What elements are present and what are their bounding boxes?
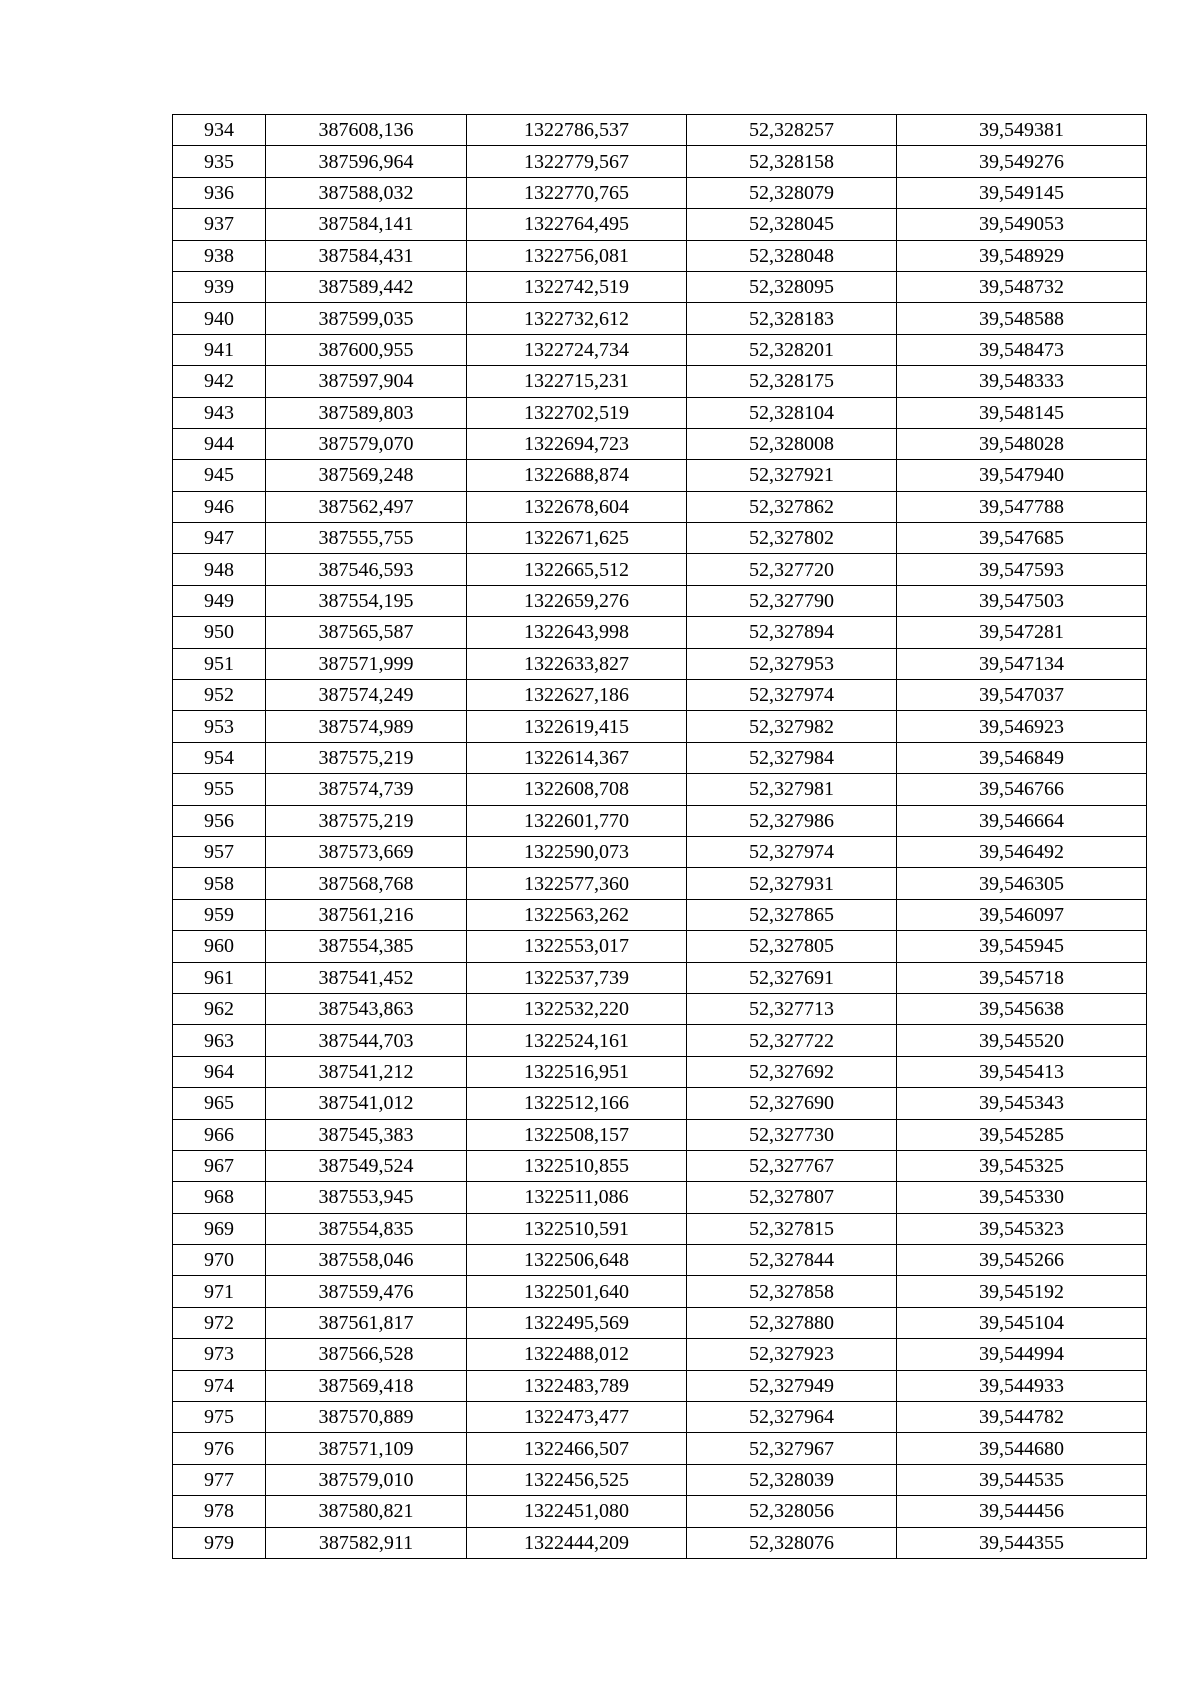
y-coordinate-cell: 1322724,734 xyxy=(467,334,687,365)
table-row xyxy=(173,554,1147,585)
latitude-cell: 52,328048 xyxy=(687,240,897,271)
table-row xyxy=(173,1150,1147,1181)
longitude-cell: 39,544535 xyxy=(897,1464,1147,1495)
latitude-cell: 52,328095 xyxy=(687,271,897,302)
table-row xyxy=(173,1370,1147,1401)
y-coordinate-cell: 1322671,625 xyxy=(467,523,687,554)
x-coordinate-cell: 387549,524 xyxy=(266,1150,467,1181)
latitude-cell: 52,327767 xyxy=(687,1150,897,1181)
longitude-cell: 39,547593 xyxy=(897,554,1147,585)
longitude-cell: 39,548473 xyxy=(897,334,1147,365)
table-row xyxy=(173,931,1147,962)
x-coordinate-cell: 387599,035 xyxy=(266,303,467,334)
latitude-cell: 52,327790 xyxy=(687,585,897,616)
x-coordinate-cell: 387571,109 xyxy=(266,1433,467,1464)
point-number-cell: 973 xyxy=(173,1339,266,1370)
latitude-cell: 52,327844 xyxy=(687,1245,897,1276)
y-coordinate-cell: 1322786,537 xyxy=(467,115,687,146)
longitude-cell: 39,545266 xyxy=(897,1245,1147,1276)
table-row xyxy=(173,648,1147,679)
longitude-cell: 39,545323 xyxy=(897,1213,1147,1244)
point-number-cell: 979 xyxy=(173,1527,266,1558)
point-number-cell: 977 xyxy=(173,1464,266,1495)
longitude-cell: 39,545945 xyxy=(897,931,1147,962)
latitude-cell: 52,328008 xyxy=(687,428,897,459)
table-row xyxy=(173,1496,1147,1527)
latitude-cell: 52,327802 xyxy=(687,523,897,554)
longitude-cell: 39,545638 xyxy=(897,993,1147,1024)
y-coordinate-cell: 1322665,512 xyxy=(467,554,687,585)
y-coordinate-cell: 1322678,604 xyxy=(467,491,687,522)
latitude-cell: 52,327730 xyxy=(687,1119,897,1150)
point-number-cell: 959 xyxy=(173,899,266,930)
table-row xyxy=(173,680,1147,711)
point-number-cell: 935 xyxy=(173,146,266,177)
x-coordinate-cell: 387546,593 xyxy=(266,554,467,585)
y-coordinate-cell: 1322764,495 xyxy=(467,209,687,240)
y-coordinate-cell: 1322770,765 xyxy=(467,177,687,208)
longitude-cell: 39,544994 xyxy=(897,1339,1147,1370)
longitude-cell: 39,545330 xyxy=(897,1182,1147,1213)
longitude-cell: 39,548732 xyxy=(897,271,1147,302)
table-row xyxy=(173,1056,1147,1087)
point-number-cell: 968 xyxy=(173,1182,266,1213)
x-coordinate-cell: 387584,141 xyxy=(266,209,467,240)
y-coordinate-cell: 1322563,262 xyxy=(467,899,687,930)
longitude-cell: 39,549276 xyxy=(897,146,1147,177)
latitude-cell: 52,328183 xyxy=(687,303,897,334)
latitude-cell: 52,328257 xyxy=(687,115,897,146)
latitude-cell: 52,327931 xyxy=(687,868,897,899)
point-number-cell: 956 xyxy=(173,805,266,836)
longitude-cell: 39,545718 xyxy=(897,962,1147,993)
y-coordinate-cell: 1322614,367 xyxy=(467,742,687,773)
longitude-cell: 39,544680 xyxy=(897,1433,1147,1464)
longitude-cell: 39,548929 xyxy=(897,240,1147,271)
x-coordinate-cell: 387573,669 xyxy=(266,836,467,867)
point-number-cell: 958 xyxy=(173,868,266,899)
coordinates-table-body xyxy=(173,115,1147,1559)
latitude-cell: 52,327982 xyxy=(687,711,897,742)
y-coordinate-cell: 1322508,157 xyxy=(467,1119,687,1150)
y-coordinate-cell: 1322456,525 xyxy=(467,1464,687,1495)
latitude-cell: 52,327862 xyxy=(687,491,897,522)
table-row xyxy=(173,585,1147,616)
latitude-cell: 52,328076 xyxy=(687,1527,897,1558)
y-coordinate-cell: 1322715,231 xyxy=(467,366,687,397)
point-number-cell: 941 xyxy=(173,334,266,365)
latitude-cell: 52,327713 xyxy=(687,993,897,1024)
table-row xyxy=(173,1527,1147,1558)
longitude-cell: 39,546305 xyxy=(897,868,1147,899)
table-row xyxy=(173,1402,1147,1433)
x-coordinate-cell: 387584,431 xyxy=(266,240,467,271)
latitude-cell: 52,328158 xyxy=(687,146,897,177)
x-coordinate-cell: 387568,768 xyxy=(266,868,467,899)
table-row xyxy=(173,711,1147,742)
point-number-cell: 969 xyxy=(173,1213,266,1244)
x-coordinate-cell: 387588,032 xyxy=(266,177,467,208)
y-coordinate-cell: 1322511,086 xyxy=(467,1182,687,1213)
latitude-cell: 52,327981 xyxy=(687,774,897,805)
y-coordinate-cell: 1322510,855 xyxy=(467,1150,687,1181)
x-coordinate-cell: 387562,497 xyxy=(266,491,467,522)
table-row xyxy=(173,1464,1147,1495)
x-coordinate-cell: 387579,010 xyxy=(266,1464,467,1495)
table-row xyxy=(173,805,1147,836)
y-coordinate-cell: 1322524,161 xyxy=(467,1025,687,1056)
latitude-cell: 52,327953 xyxy=(687,648,897,679)
x-coordinate-cell: 387574,739 xyxy=(266,774,467,805)
latitude-cell: 52,327967 xyxy=(687,1433,897,1464)
table-row xyxy=(173,1182,1147,1213)
point-number-cell: 975 xyxy=(173,1402,266,1433)
x-coordinate-cell: 387543,863 xyxy=(266,993,467,1024)
y-coordinate-cell: 1322694,723 xyxy=(467,428,687,459)
longitude-cell: 39,544456 xyxy=(897,1496,1147,1527)
y-coordinate-cell: 1322512,166 xyxy=(467,1088,687,1119)
longitude-cell: 39,546492 xyxy=(897,836,1147,867)
longitude-cell: 39,549053 xyxy=(897,209,1147,240)
longitude-cell: 39,547134 xyxy=(897,648,1147,679)
y-coordinate-cell: 1322488,012 xyxy=(467,1339,687,1370)
point-number-cell: 953 xyxy=(173,711,266,742)
y-coordinate-cell: 1322742,519 xyxy=(467,271,687,302)
point-number-cell: 957 xyxy=(173,836,266,867)
y-coordinate-cell: 1322451,080 xyxy=(467,1496,687,1527)
y-coordinate-cell: 1322495,569 xyxy=(467,1307,687,1338)
latitude-cell: 52,327815 xyxy=(687,1213,897,1244)
y-coordinate-cell: 1322601,770 xyxy=(467,805,687,836)
point-number-cell: 960 xyxy=(173,931,266,962)
latitude-cell: 52,327880 xyxy=(687,1307,897,1338)
y-coordinate-cell: 1322702,519 xyxy=(467,397,687,428)
y-coordinate-cell: 1322444,209 xyxy=(467,1527,687,1558)
x-coordinate-cell: 387541,452 xyxy=(266,962,467,993)
x-coordinate-cell: 387554,835 xyxy=(266,1213,467,1244)
y-coordinate-cell: 1322516,951 xyxy=(467,1056,687,1087)
y-coordinate-cell: 1322659,276 xyxy=(467,585,687,616)
point-number-cell: 942 xyxy=(173,366,266,397)
point-number-cell: 948 xyxy=(173,554,266,585)
point-number-cell: 965 xyxy=(173,1088,266,1119)
table-row xyxy=(173,1339,1147,1370)
point-number-cell: 974 xyxy=(173,1370,266,1401)
point-number-cell: 952 xyxy=(173,680,266,711)
x-coordinate-cell: 387575,219 xyxy=(266,805,467,836)
longitude-cell: 39,546923 xyxy=(897,711,1147,742)
longitude-cell: 39,545343 xyxy=(897,1088,1147,1119)
table-row xyxy=(173,1025,1147,1056)
table-row xyxy=(173,617,1147,648)
latitude-cell: 52,327807 xyxy=(687,1182,897,1213)
y-coordinate-cell: 1322688,874 xyxy=(467,460,687,491)
longitude-cell: 39,548028 xyxy=(897,428,1147,459)
table-row xyxy=(173,177,1147,208)
y-coordinate-cell: 1322553,017 xyxy=(467,931,687,962)
x-coordinate-cell: 387541,012 xyxy=(266,1088,467,1119)
point-number-cell: 955 xyxy=(173,774,266,805)
table-row xyxy=(173,428,1147,459)
x-coordinate-cell: 387561,216 xyxy=(266,899,467,930)
x-coordinate-cell: 387553,945 xyxy=(266,1182,467,1213)
point-number-cell: 947 xyxy=(173,523,266,554)
longitude-cell: 39,545325 xyxy=(897,1150,1147,1181)
latitude-cell: 52,327974 xyxy=(687,836,897,867)
table-row xyxy=(173,334,1147,365)
latitude-cell: 52,328175 xyxy=(687,366,897,397)
table-row xyxy=(173,1307,1147,1338)
latitude-cell: 52,327949 xyxy=(687,1370,897,1401)
point-number-cell: 940 xyxy=(173,303,266,334)
table-row xyxy=(173,460,1147,491)
table-row xyxy=(173,1245,1147,1276)
point-number-cell: 971 xyxy=(173,1276,266,1307)
y-coordinate-cell: 1322483,789 xyxy=(467,1370,687,1401)
y-coordinate-cell: 1322627,186 xyxy=(467,680,687,711)
longitude-cell: 39,546664 xyxy=(897,805,1147,836)
x-coordinate-cell: 387569,248 xyxy=(266,460,467,491)
latitude-cell: 52,327805 xyxy=(687,931,897,962)
x-coordinate-cell: 387574,249 xyxy=(266,680,467,711)
y-coordinate-cell: 1322473,477 xyxy=(467,1402,687,1433)
latitude-cell: 52,327691 xyxy=(687,962,897,993)
latitude-cell: 52,328056 xyxy=(687,1496,897,1527)
longitude-cell: 39,548333 xyxy=(897,366,1147,397)
x-coordinate-cell: 387559,476 xyxy=(266,1276,467,1307)
y-coordinate-cell: 1322590,073 xyxy=(467,836,687,867)
x-coordinate-cell: 387554,385 xyxy=(266,931,467,962)
point-number-cell: 937 xyxy=(173,209,266,240)
y-coordinate-cell: 1322466,507 xyxy=(467,1433,687,1464)
longitude-cell: 39,544355 xyxy=(897,1527,1147,1558)
x-coordinate-cell: 387589,442 xyxy=(266,271,467,302)
latitude-cell: 52,327984 xyxy=(687,742,897,773)
table-row xyxy=(173,303,1147,334)
longitude-cell: 39,545520 xyxy=(897,1025,1147,1056)
longitude-cell: 39,545192 xyxy=(897,1276,1147,1307)
latitude-cell: 52,327690 xyxy=(687,1088,897,1119)
longitude-cell: 39,547503 xyxy=(897,585,1147,616)
latitude-cell: 52,327921 xyxy=(687,460,897,491)
table-row xyxy=(173,962,1147,993)
coordinates-table xyxy=(172,114,1147,1559)
y-coordinate-cell: 1322532,220 xyxy=(467,993,687,1024)
x-coordinate-cell: 387571,999 xyxy=(266,648,467,679)
table-row xyxy=(173,774,1147,805)
y-coordinate-cell: 1322732,612 xyxy=(467,303,687,334)
longitude-cell: 39,547940 xyxy=(897,460,1147,491)
table-row xyxy=(173,271,1147,302)
table-row xyxy=(173,209,1147,240)
table-row xyxy=(173,115,1147,146)
x-coordinate-cell: 387569,418 xyxy=(266,1370,467,1401)
latitude-cell: 52,327720 xyxy=(687,554,897,585)
table-row xyxy=(173,1088,1147,1119)
table-row xyxy=(173,146,1147,177)
x-coordinate-cell: 387545,383 xyxy=(266,1119,467,1150)
latitude-cell: 52,327964 xyxy=(687,1402,897,1433)
point-number-cell: 943 xyxy=(173,397,266,428)
x-coordinate-cell: 387597,904 xyxy=(266,366,467,397)
point-number-cell: 961 xyxy=(173,962,266,993)
point-number-cell: 966 xyxy=(173,1119,266,1150)
longitude-cell: 39,547788 xyxy=(897,491,1147,522)
longitude-cell: 39,546097 xyxy=(897,899,1147,930)
latitude-cell: 52,328039 xyxy=(687,1464,897,1495)
y-coordinate-cell: 1322510,591 xyxy=(467,1213,687,1244)
x-coordinate-cell: 387579,070 xyxy=(266,428,467,459)
latitude-cell: 52,327858 xyxy=(687,1276,897,1307)
point-number-cell: 950 xyxy=(173,617,266,648)
y-coordinate-cell: 1322779,567 xyxy=(467,146,687,177)
point-number-cell: 978 xyxy=(173,1496,266,1527)
point-number-cell: 970 xyxy=(173,1245,266,1276)
x-coordinate-cell: 387580,821 xyxy=(266,1496,467,1527)
point-number-cell: 939 xyxy=(173,271,266,302)
longitude-cell: 39,549145 xyxy=(897,177,1147,208)
longitude-cell: 39,546766 xyxy=(897,774,1147,805)
table-row xyxy=(173,836,1147,867)
x-coordinate-cell: 387555,755 xyxy=(266,523,467,554)
table-row xyxy=(173,899,1147,930)
latitude-cell: 52,328104 xyxy=(687,397,897,428)
y-coordinate-cell: 1322577,360 xyxy=(467,868,687,899)
x-coordinate-cell: 387574,989 xyxy=(266,711,467,742)
x-coordinate-cell: 387544,703 xyxy=(266,1025,467,1056)
table-row xyxy=(173,993,1147,1024)
table-row xyxy=(173,397,1147,428)
y-coordinate-cell: 1322756,081 xyxy=(467,240,687,271)
x-coordinate-cell: 387575,219 xyxy=(266,742,467,773)
y-coordinate-cell: 1322506,648 xyxy=(467,1245,687,1276)
y-coordinate-cell: 1322537,739 xyxy=(467,962,687,993)
table-row xyxy=(173,868,1147,899)
longitude-cell: 39,547037 xyxy=(897,680,1147,711)
y-coordinate-cell: 1322501,640 xyxy=(467,1276,687,1307)
x-coordinate-cell: 387608,136 xyxy=(266,115,467,146)
point-number-cell: 951 xyxy=(173,648,266,679)
longitude-cell: 39,548145 xyxy=(897,397,1147,428)
y-coordinate-cell: 1322643,998 xyxy=(467,617,687,648)
longitude-cell: 39,548588 xyxy=(897,303,1147,334)
longitude-cell: 39,545285 xyxy=(897,1119,1147,1150)
latitude-cell: 52,327986 xyxy=(687,805,897,836)
x-coordinate-cell: 387554,195 xyxy=(266,585,467,616)
latitude-cell: 52,328201 xyxy=(687,334,897,365)
point-number-cell: 938 xyxy=(173,240,266,271)
point-number-cell: 967 xyxy=(173,1150,266,1181)
point-number-cell: 944 xyxy=(173,428,266,459)
x-coordinate-cell: 387541,212 xyxy=(266,1056,467,1087)
latitude-cell: 52,327865 xyxy=(687,899,897,930)
point-number-cell: 976 xyxy=(173,1433,266,1464)
latitude-cell: 52,327923 xyxy=(687,1339,897,1370)
x-coordinate-cell: 387561,817 xyxy=(266,1307,467,1338)
y-coordinate-cell: 1322633,827 xyxy=(467,648,687,679)
y-coordinate-cell: 1322608,708 xyxy=(467,774,687,805)
table-row xyxy=(173,1276,1147,1307)
latitude-cell: 52,328079 xyxy=(687,177,897,208)
table-row xyxy=(173,366,1147,397)
longitude-cell: 39,549381 xyxy=(897,115,1147,146)
longitude-cell: 39,546849 xyxy=(897,742,1147,773)
x-coordinate-cell: 387600,955 xyxy=(266,334,467,365)
x-coordinate-cell: 387582,911 xyxy=(266,1527,467,1558)
point-number-cell: 936 xyxy=(173,177,266,208)
x-coordinate-cell: 387570,889 xyxy=(266,1402,467,1433)
x-coordinate-cell: 387558,046 xyxy=(266,1245,467,1276)
longitude-cell: 39,544782 xyxy=(897,1402,1147,1433)
longitude-cell: 39,545104 xyxy=(897,1307,1147,1338)
longitude-cell: 39,545413 xyxy=(897,1056,1147,1087)
table-row xyxy=(173,491,1147,522)
point-number-cell: 963 xyxy=(173,1025,266,1056)
longitude-cell: 39,547281 xyxy=(897,617,1147,648)
point-number-cell: 954 xyxy=(173,742,266,773)
x-coordinate-cell: 387596,964 xyxy=(266,146,467,177)
y-coordinate-cell: 1322619,415 xyxy=(467,711,687,742)
x-coordinate-cell: 387589,803 xyxy=(266,397,467,428)
x-coordinate-cell: 387565,587 xyxy=(266,617,467,648)
table-row xyxy=(173,1433,1147,1464)
table-row xyxy=(173,240,1147,271)
table-row xyxy=(173,1119,1147,1150)
latitude-cell: 52,328045 xyxy=(687,209,897,240)
table-row xyxy=(173,1213,1147,1244)
latitude-cell: 52,327894 xyxy=(687,617,897,648)
latitude-cell: 52,327692 xyxy=(687,1056,897,1087)
table-row xyxy=(173,523,1147,554)
point-number-cell: 964 xyxy=(173,1056,266,1087)
point-number-cell: 972 xyxy=(173,1307,266,1338)
table-row xyxy=(173,742,1147,773)
latitude-cell: 52,327722 xyxy=(687,1025,897,1056)
point-number-cell: 949 xyxy=(173,585,266,616)
point-number-cell: 946 xyxy=(173,491,266,522)
point-number-cell: 945 xyxy=(173,460,266,491)
x-coordinate-cell: 387566,528 xyxy=(266,1339,467,1370)
point-number-cell: 962 xyxy=(173,993,266,1024)
longitude-cell: 39,544933 xyxy=(897,1370,1147,1401)
point-number-cell: 934 xyxy=(173,115,266,146)
longitude-cell: 39,547685 xyxy=(897,523,1147,554)
latitude-cell: 52,327974 xyxy=(687,680,897,711)
